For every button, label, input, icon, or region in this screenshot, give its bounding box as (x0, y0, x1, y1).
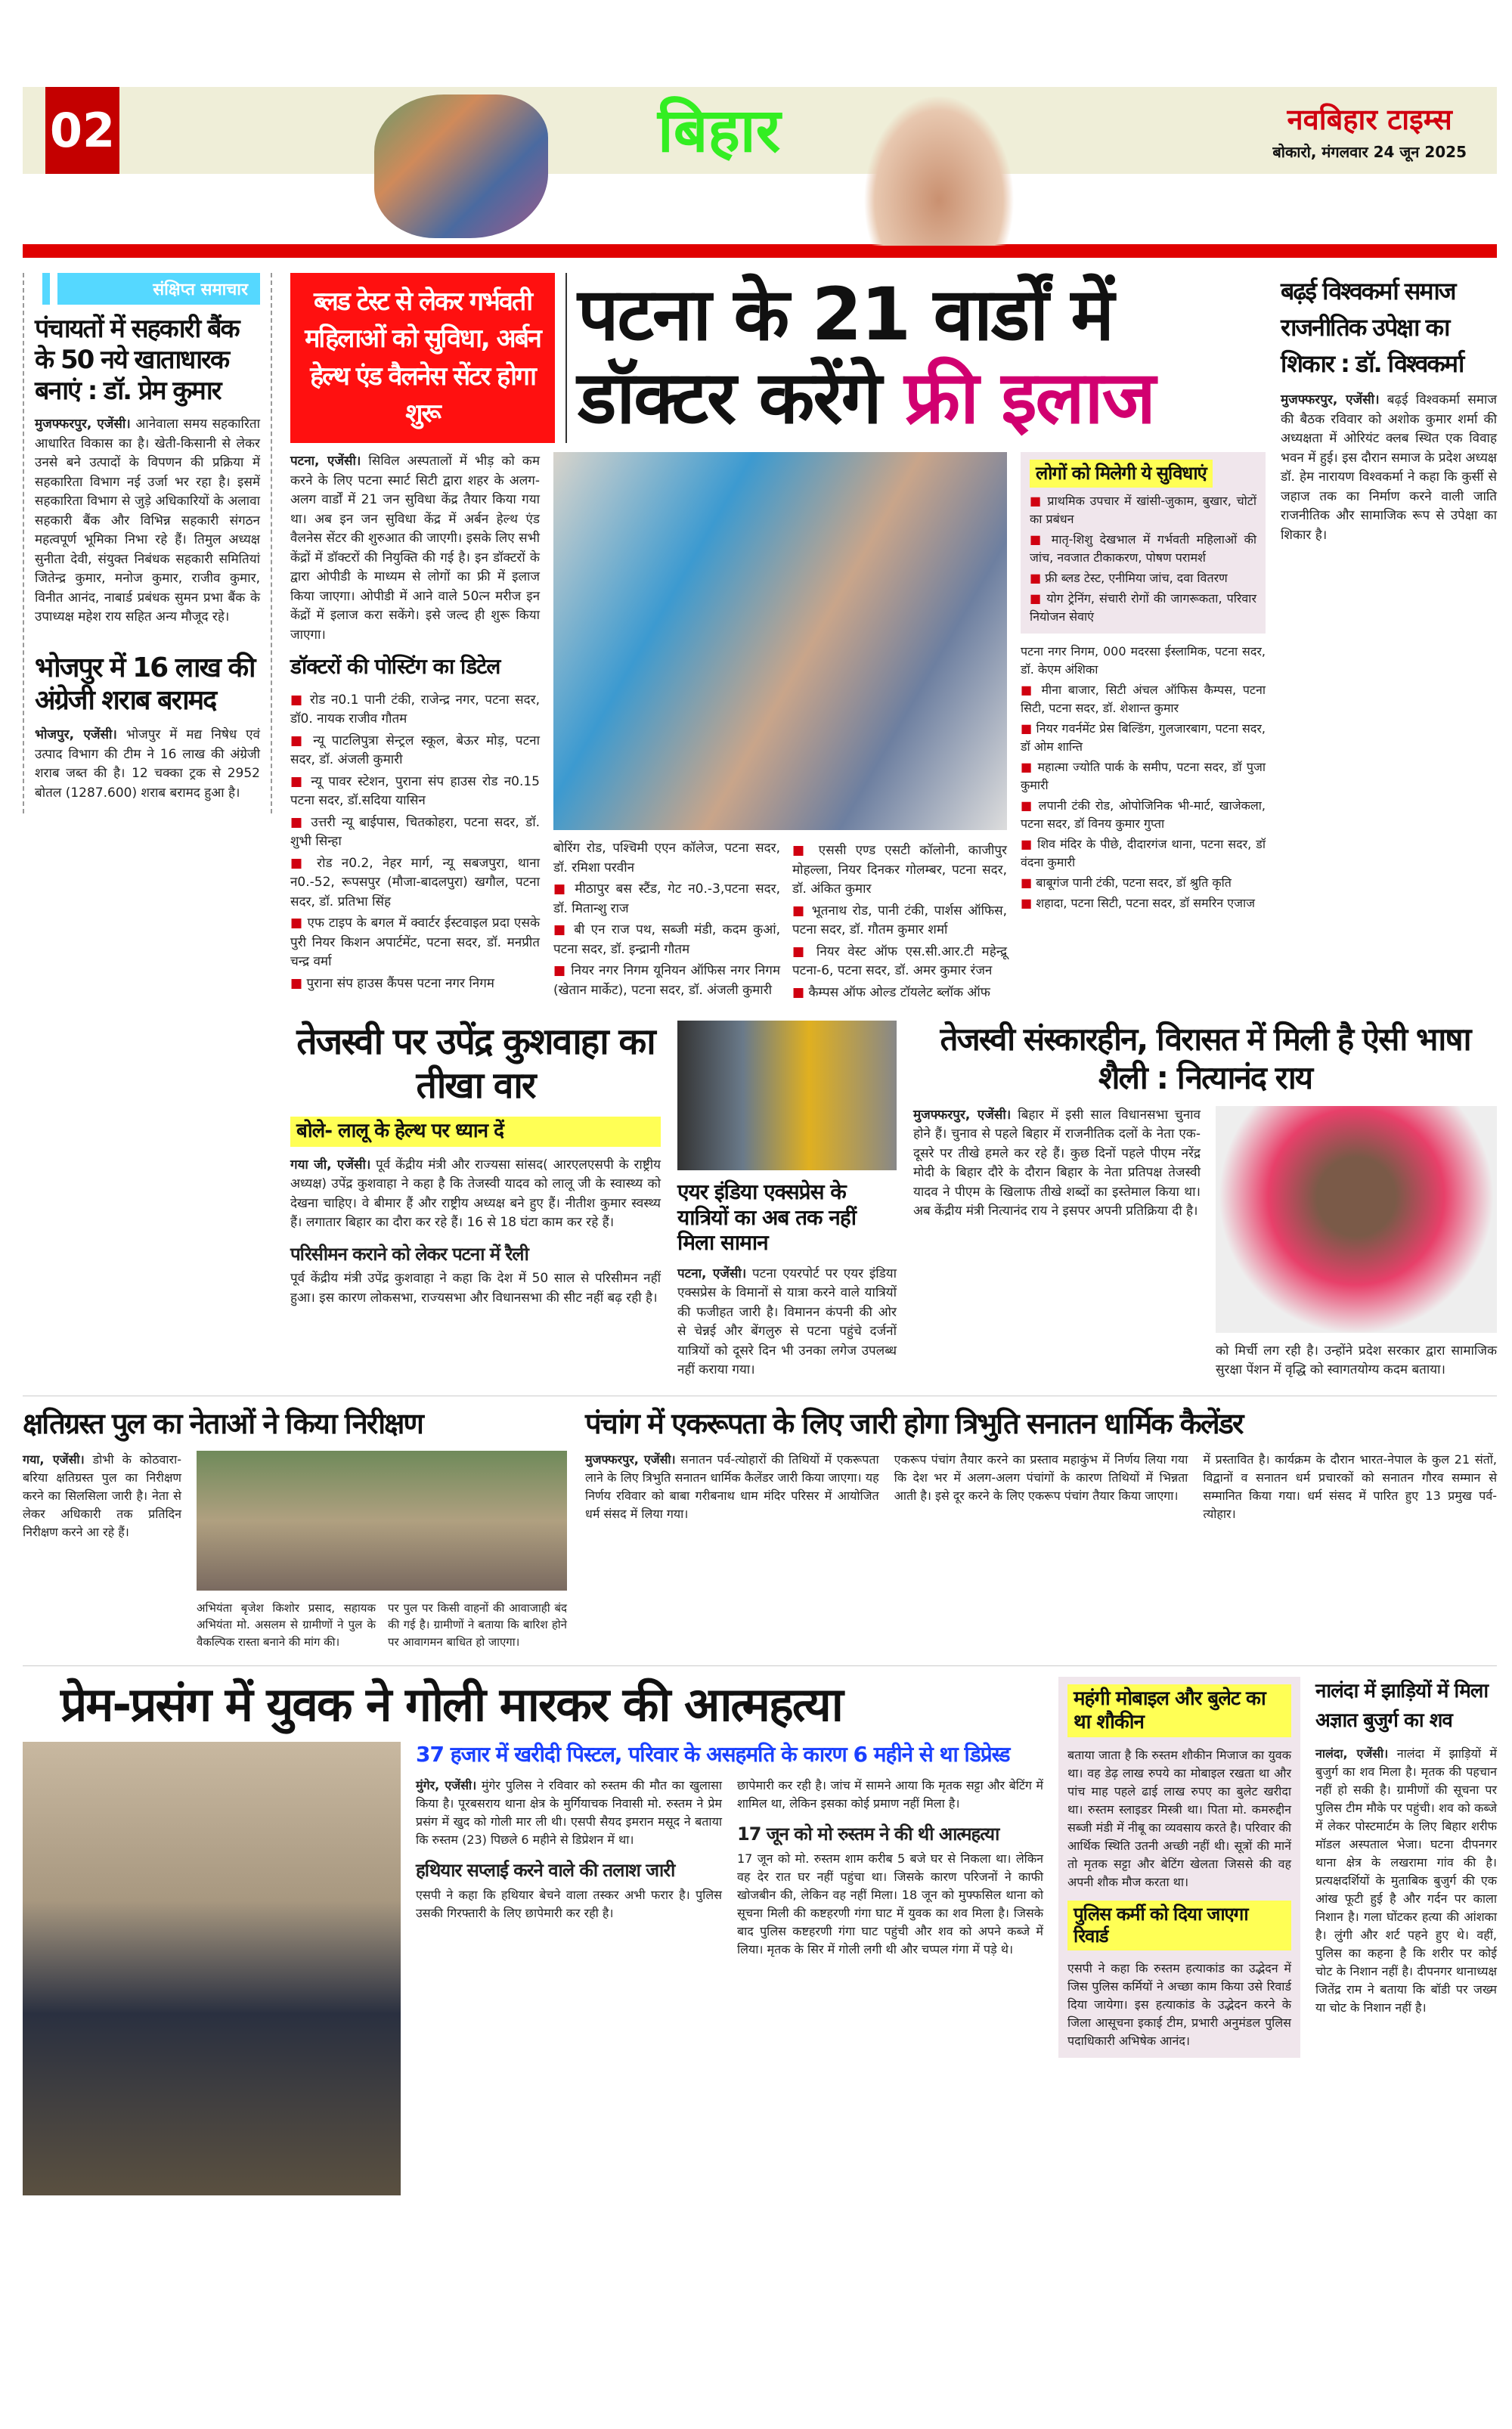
bridge-right (197, 1451, 567, 1651)
header-rule (23, 244, 1497, 258)
posting-item: ■ न्यू पावर स्टेशन, पुराना संप हाउस रोड न0.15 पटना सदर, डॉ.सदिया यासिन (290, 773, 540, 811)
posting-item: ■ पुराना संप हाउस कैंपस पटना नगर निगम (290, 974, 540, 994)
posting-item: ■ नियर वेस्ट ऑफ एस.सी.आर.टी महेन्द्रू पटना-6, पटना सदर, डॉ. अमर कुमार रंजन (792, 943, 1007, 981)
bridge-article-3: पर पुल पर किसी वाहनों की आवाजाही बंद की गई है। ग्रामीणों ने बताया कि बारिश होने पर आवागमन बाधित हो जाएगा। (388, 1600, 567, 1649)
article-dateline: गया, एजेंसी। (23, 1452, 85, 1467)
posting-item: पटना नगर निगम, 000 मदरसा ईस्लामिक, पटना सदर, डॉ. केएम अंशिका (1021, 643, 1266, 677)
reward-article: एसपी ने कहा कि रुस्तम हत्याकांड का उद्भेदन में जिस पुलिस कर्मियों ने अच्छा काम किया उसे रिवार्ड दिया जायेगा। इस हत्याकांड के उद्भेदन करने के जिला आसूचना इकाई टीम, प्रभारी अनुमंडल पुलिस पदाधिकारी अभिषेक आनंद। (1067, 1961, 1291, 2049)
posting-list-d (1021, 643, 1266, 912)
nityanand-photo (1216, 1106, 1497, 1333)
article-body: बिहार में इसी साल विधानसभा चुनाव होने हैं। चुनाव से पहले बिहार में राजनीतिक दलों के नेता एक-दूसरे पर तीखे हमले कर रहे हैं। कुछ दिनों पहले पीएम नरेंद्र मोदी के बिहार दौरे के दौरान बिहार के नेता प्रतिपक्ष तेजस्वी यादव ने पीएम के खिलाफ तीखे शब्दों का इस्तेमाल किया था। अब केंद्रीय मंत्री नित्यानंद राय ने इसपर अपनी प्रतिक्रिया दी है। (913, 1107, 1201, 1219)
nityanand-body (913, 1106, 1497, 1380)
article-body: भोजपुर में मद्य निषेध एवं उत्पाद विभाग की टीम ने 16 लाख की अंग्रेजी शराब जब्त की है। 12 चक्का ट्रक से 2952 बोतल (1287.600) शराब बरामद हुआ है। (35, 727, 260, 801)
posting-item: ■ एफ टाइप के बगल में क्वार्टर ईस्टवाइल प्रदा एसके पुरी नियर किशन अपार्टमेंट, पटना सदर, डॉ. मनप्रीत चन्द्र वर्मा (290, 914, 540, 972)
kushwaha-headline: तेजस्वी पर उपेंद्र कुशवाहा का तीखा वार (296, 1021, 655, 1107)
brief-news-column (23, 273, 272, 813)
top-zone (23, 273, 1497, 1380)
lead-kicker: ब्लड टेस्ट से लेकर गर्भवती महिलाओं को सुविधा, अर्बन हेल्थ एंड वैलनेस सेंटर होगा शुरू (290, 273, 555, 443)
lead-top (290, 273, 1266, 443)
article-body: सिविल अस्पतालों में भीड़ को कम करने के लिए पटना स्मार्ट सिटी द्वारा शहर के अलग-अलग वार्डों में 21 जन सुविधा केंद्र तैयार किया गया था। अब इन जन सुविधा केंद्र में अर्बन हेल्थ एंड वैलनेस सेंटर की शुरुआत की जाएगी। इसके लिए सभी केंद्रों में डॉक्टरों की नियुक्ति की गई है। इन डॉक्टरों के द्वारा ओपीडी के माध्यम से लोगों का फ्री में इलाज किया जाएगा। ओपीडी में आने वाले 50त्न मरीज इन केंद्रों में इलाज करा सकेंगे। इसे जल्द ही शुरू किया जाएगा। (290, 454, 540, 643)
article-body: पूर्व केंद्रीय मंत्री और राज्यसा सांसद( आरएलएसपी के राष्ट्रीय अध्यक्ष) उपेंद्र कुशवाहा ने कहा है कि तेजस्वी यादव को लालू जी के स्वास्थ्य को देखना चाहिए। वे बीमार हैं और राष्ट्रीय अध्यक्ष बने हुए हैं। नीतीश कुमार स्वस्थ्य हैं। लगातार बिहार का दौरा कर रहे हैं। 16 से 18 घंटा काम कर रहे हैं। (290, 1157, 662, 1231)
suicide-article-col2 (737, 1777, 1043, 1959)
calendar-story (585, 1407, 1497, 1523)
doctor-photo (553, 452, 1007, 830)
posting-item: ■ नियर गवर्नमेंट प्रेस बिल्डिंग, गुलजारबाग, पटना सदर, डॉ ओम शान्ति (1021, 720, 1266, 756)
brief-news-label (35, 273, 260, 305)
suicide-headline: प्रेम-प्रसंग में युवक ने गोली मारकर की आत्महत्या (60, 1677, 842, 1733)
posting-item: ■ मीठापुर बस स्टैंड, गेट न0.-3,पटना सदर, डॉ. मितान्शु राज (553, 880, 780, 919)
nityanand-story (913, 1021, 1497, 1380)
posting-item: ■ शिव मंदिर के पीछे, दीदारगंज थाना, पटना सदर, डॉ वंदना कुमारी (1021, 835, 1266, 872)
airport-photo (677, 1021, 897, 1170)
article-dateline: मुजफ्फरपुर, एजेंसी। (1281, 392, 1380, 407)
lead-col-3 (1021, 452, 1266, 912)
bridge-body (23, 1451, 567, 1651)
suicide-article (416, 1777, 722, 1922)
bridge-article-2: अभियंता बृजेश किशोर प्रसाद, सहायक अभियंता मो. असलम से ग्रामीणों ने पुल के वैकल्पिक रास्ता बनाने की मांग की। (197, 1600, 376, 1649)
posting-lists-bc (553, 839, 1007, 1002)
kushwaha-story (290, 1021, 661, 1308)
posting-item: ■ कैम्पस ऑफ ओल्ड टॉयलेट ब्लॉक ऑफ (792, 984, 1007, 1003)
nalanda-story (1315, 1677, 1497, 2017)
article-body: मुंगेर पुलिस ने रविवार को रुस्तम की मौत का खुलासा किया है। पूरबसराय थाना क्षेत्र के मुर्गियाचक निवासी मो. रुस्तम ने प्रेम प्रसंग में खुद को गोली मार ली थी। एसपी सैयद इमरान मसूद ने बताया कि रुस्तम (23) पिछले 6 महीने से डिप्रेशन में था। (416, 1778, 722, 1848)
nalanda-article (1315, 1745, 1497, 2017)
suicide-subhead-3: 17 जून को मो रुस्तम ने की थी आत्महत्या (737, 1823, 999, 1845)
paper-name: नवबिहार टाइम्स (1287, 103, 1452, 136)
lead-col-2 (553, 452, 1007, 1002)
lead-headline (578, 273, 1266, 440)
posting-item: ■ भूतनाथ रोड, पानी टंकी, पार्शस ऑफिस, पटना सदर, डॉ. गौतम कुमार शर्मा (792, 902, 1007, 940)
brief-label-text: संक्षिप्त समाचार (153, 280, 248, 299)
article-body-4: 17 जून को मो. रुस्तम शाम करीब 5 बजे घर से निकला था। लेकिन वह देर रात घर नहीं पहुंचा था। जिसके कारण परिजनों ने काफी खोजबीन की, लेकिन वह नहीं मिला। 18 जून को मुफ्फसिल थाना को सूचना मिली की कष्टहरणी गंगा घाट में युवक का शव मिला है। जिसके बाद पुलिस कष्टहरणी गंगा घाट पहुंची और शव को अपने कब्जे में लिया। मृतक के सिर में गोली लगी थी और चप्पल गंगा में पड़े थे। (737, 1851, 1044, 1957)
facility-item: ■ मातृ-शिशु देखभाल में गर्भवती महिलाओं की जांच, नवजात टीकाकरण, पोषण परामर्श (1030, 531, 1256, 567)
bridge-inspection-photo (197, 1451, 567, 1591)
nityanand-headline: तेजस्वी संस्कारहीन, विरासत में मिली है ऐसी भाषा शैली : नित्यानंद राय (940, 1021, 1470, 1096)
page-number: 02 (45, 87, 119, 174)
article-dateline: मुजफ्फरपुर, एजेंसी। (35, 417, 131, 432)
lead-headline-line2: डॉक्टर करेंगे (578, 355, 905, 441)
bridge-captions (197, 1600, 567, 1651)
suicide-text (416, 1742, 1043, 1958)
article-dateline: नालंदा, एजेंसी। (1315, 1746, 1389, 1761)
brief-article-2 (35, 726, 260, 803)
lead-body (290, 452, 1266, 1002)
bridge-headline: क्षतिग्रस्त पुल का नेताओं ने किया निरीक्षण (23, 1406, 423, 1440)
posting-item: ■ उत्तरी न्यू बाईपास, चितकोहरा, पटना सदर, डॉ. शुभी सिन्हा (290, 813, 540, 852)
lead-story (290, 273, 1266, 1002)
posting-item: ■ महात्मा ज्योति पार्क के समीप, पटना सदर, डॉ पुजा कुमारी (1021, 758, 1266, 795)
second-row (290, 1021, 1497, 1380)
article-body-2: पूर्व केंद्रीय मंत्री उपेंद्र कुशवाहा ने कहा कि देश में 50 साल से परिसीमन नहीं हुआ। इस कारण लोकसभा, राज्यसभा और विधानसभा की सीट नहीं बढ़ रही है। (290, 1271, 661, 1306)
article-dateline: भोजपुर, एजेंसी। (35, 727, 117, 743)
lead-divider (565, 273, 567, 443)
posting-item: ■ एससी एण्ड एसटी कॉलोनी, काजीपुर मोहल्ला, नियर दिनकर गोलम्बर, पटना सदर, डॉ. अंकित कुमार (792, 841, 1007, 900)
reward-subhead: पुलिस कर्मी को दिया जाएगा रिवार्ड (1067, 1901, 1291, 1950)
posting-item: ■ लपानी टंकी रोड, ओपोजिनिक भी-मार्ट, खाजेकला, पटना सदर, डॉ विनय कुमार गुप्ता (1021, 797, 1266, 833)
posting-list-c (792, 839, 1007, 1002)
brief-headline-1: पंचायतों में सहकारी बैंक के 50 नये खाताधारक बनाएं : डॉ. प्रेम कुमार (35, 314, 239, 406)
facility-item: ■ योग ट्रेनिंग, संचारी रोगों की जागरूकता, परिवार नियोजन सेवाएं (1030, 590, 1256, 626)
suicide-subhead: 37 हजार में खरीदी पिस्टल, परिवार के असहमति के कारण 6 महीने से था डिप्रेस्ड (416, 1742, 1010, 1768)
posting-item: ■ मीना बाजार, सिटी अंचल ऑफिस कैम्पस, पटना सिटी, पटना सदर, डॉ. शेशान्त कुमार (1021, 681, 1266, 717)
article-dateline: पटना, एजेंसी। (290, 454, 361, 469)
airindia-article (677, 1265, 897, 1380)
facility-item: ■ प्राथमिक उपचार में खांसी-जुकाम, बुखार, चोटों का प्रबंधन (1030, 492, 1256, 528)
posting-item: ■ बाबूगंज पानी टंकी, पटना सदर, डॉ श्रुति कृति (1021, 874, 1266, 892)
calendar-article-1 (585, 1451, 879, 1523)
article-body-3: छापेमारी कर रही है। जांच में सामने आया कि मृतक सट्टा और बेटिंग में शामिल था, लेकिन इसका कोई प्रमाण नहीं मिला है। (737, 1778, 1043, 1811)
lead-col-1 (290, 452, 540, 993)
lead-article (290, 452, 540, 645)
article-dateline: मुजफ्फरपुर, एजेंसी। (913, 1107, 1012, 1123)
police-press-photo (23, 1742, 401, 2195)
kushwaha-article (290, 1156, 661, 1309)
posting-list-a (290, 689, 540, 994)
calendar-article-3: में प्रस्तावित है। कार्यक्रम के दौरान भारत-नेपाल के कुल 21 संतों, विद्वानों व सनातन धर्म प्रचारकों को सनातन गौरव सम्मान से सम्मानित किया गया। धर्म संसद में पारित हुए 13 प्रमुख पर्व-त्योहार। (1203, 1452, 1498, 1521)
suicide-body (23, 1742, 1043, 2195)
posting-title: डॉक्टरों की पोस्टिंग का डिटेल (290, 654, 500, 680)
shaukeen-headline-text: महंगी मोबाइल और बुलेट का था शौकीन (1067, 1684, 1291, 1737)
masthead (23, 87, 1497, 174)
lead-headline-line1: पटना के 21 वार्डों में (578, 272, 1113, 357)
posting-list-b (553, 839, 780, 1000)
bridge-story (23, 1407, 567, 1650)
article-dateline: मुंगेर, एजेंसी। (416, 1778, 477, 1793)
nityanand-article (913, 1106, 1201, 1222)
article-body: नालंदा में झाड़ियों में बुजुर्ग का शव मिला है। मृतक की पहचान नहीं हो सकी है। ग्रामीणों की सूचना पर पुलिस टीम मौके पर पहुंची। शव को कब्जे में लेकर पोस्टमार्टम के लिए बिहार शरीफ मॉडल अस्पताल भेजा। घटना दीपनगर थाना क्षेत्र के लखरामा गांव की है। प्रत्यक्षदर्शियों के मुताबिक बुजुर्ग की एक आंख फूटी हुई है और गर्दन पर काला निशान है। गला घोंटकर हत्या की आंशका है। लुंगी और शर्ट पहने हुए थे। वहीं, पुलिस का कहना है कि शरीर पर कोई चोट के निशान नहीं है। दीपनगर थानाध्यक्ष जितेंद्र राम ने बताया कि बॉडी पर जख्म या चोट के निशान नहीं है। (1315, 1746, 1497, 2015)
article-body-end: तिमुल अध्यक्ष सुनीता देवी, संयुक्त निबंधक सहकारी समितियां जितेन्द्र कुमार, मनोज कुमार, राजीव कुमार, विनीत आनंद, नाबार्ड प्रबंधक सुमन प्रभा बैंक के उपाध्यक्ष महेश राय सहित अन्य मौजूद रहे। (35, 532, 260, 625)
dateline: बोकारो, मंगलवार 24 जून 2025 (1272, 143, 1467, 161)
article-body: डोभी के कोठवारा-बरिया क्षतिग्रस्त पुल का निरीक्षण करने का सिलसिला जारी है। नेता से लेकर अधिकारी तक प्रतिदिन निरीक्षण करने आ रहे हैं। (23, 1452, 181, 1539)
third-row (23, 1396, 1497, 1650)
bihar-map-collage (374, 94, 548, 238)
paper-branding (1272, 87, 1467, 174)
suicide-subhead-2: हथियार सप्लाई करने वाले की तलाश जारी (416, 1860, 675, 1882)
posting-item: ■ नियर नगर निगम यूनियन ऑफिस नगर निगम (खेतान मार्केट), पटना सदर, डॉ. अंजली कुमारी (553, 962, 780, 1000)
calendar-headline: पंचांग में एकरूपता के लिए जारी होगा त्रिभुति सनातन धार्मिक कैलेंडर (585, 1406, 1243, 1440)
section-title: बिहार (658, 95, 781, 166)
bridge-article (23, 1451, 181, 1541)
shaukeen-headline (1067, 1684, 1291, 1737)
brief-headline-2: भोजपुर में 16 लाख की अंग्रेजी शराब बरामद (35, 652, 255, 717)
statue-illustration (863, 94, 1015, 246)
suicide-story (23, 1677, 1043, 2195)
posting-item: ■ रोड न0.1 पानी टंकी, राजेन्द्र नगर, पटना सदर, डॉ0. नायक राजीव गौतम (290, 691, 540, 730)
posting-item: ■ न्यू पाटलिपुत्रा सेन्ट्रल स्कूल, बेऊर मोड़, पटना सदर, डॉ. अंजली कुमारी (290, 732, 540, 770)
article-body: आनेवाला समय सहकारिता आधारित विकास का है। खेती-किसानी से लेकर उनसे बने उत्पादों के विपणन की प्रक्रिया में सहकारिता विभाग नई उर्जा भर रहा है। इसमें सहकारिता विभाग से जुड़े अधिकारियों के अलावा सहकारी बैंक और विभिन्न सहकारी संगठन महत्वपूर्ण भूमिका निभा रहे हैं। (35, 417, 260, 548)
lead-headline-highlight: फ्री इलाज (904, 355, 1154, 441)
facility-item: ■ फ्री ब्लड टेस्ट, एनीमिया जांच, दवा वितरण (1030, 569, 1256, 587)
airindia-headline: एयर इंडिया एक्सप्रेस के यात्रियों का अब तक नहीं मिला सामान (677, 1179, 856, 1256)
kushwaha-subhead: बोले- लालू के हेल्थ पर ध्यान दें (290, 1117, 661, 1146)
facilities-box (1021, 452, 1266, 634)
calendar-article-2: एकरूप पंचांग तैयार करने का प्रस्ताव महाकुंभ में निर्णय लिया गया कि देश भर में अलग-अलग पंचांगों के कारण तिथियों में भिन्नता आती है। इसे दूर करने के लिए एकरूप पंचांग तैयार किया जाएगा। (894, 1452, 1188, 1503)
suicide-columns (416, 1777, 1043, 1959)
main-area (290, 273, 1497, 1380)
article-body-2: एसपी ने कहा कि हथियार बेचने वाला तस्कर अभी फरार है। पुलिस उसकी गिरफ्तारी के लिए छापेमारी कर रही है। (416, 1887, 722, 1920)
shaukeen-article: बताया जाता है कि रुस्तम शौकीन मिजाज का युवक था। वह डेढ़ लाख रुपये का मोबाइल रखता था और पांच माह पहले ढाई लाख रुपए का बुलेट खरीदा था। रुस्तम स्लाइडर मिस्त्री था। पिता मो. कमरुद्दीन सब्जी मंडी में नीबू का व्यवसाय करते है। परिवार की आर्थिक स्थिति उतनी अच्छी नहीं थी। सूत्रों की मानें तो मृतक सट्टा और बेटिंग खेलता जिससे की वह अपनी शौक मौज करता था। (1067, 1748, 1291, 1890)
article-dateline: पटना, एजेंसी। (677, 1266, 747, 1281)
facilities-title: लोगों को मिलेगी ये सुविधाएं (1030, 460, 1213, 488)
posting-item: बोरिंग रोड, पश्चिमी एएन कॉलेज, पटना सदर, डॉ. रमिशा परवीन (553, 841, 780, 875)
fourth-row (23, 1665, 1497, 2195)
nityanand-article-2: को मिर्ची लग रही है। उन्होंने प्रदेश सरकार द्वारा सामाजिक सुरक्षा पेंशन में वृद्धि को स्वागतयोग्य कदम बताया। (1216, 1343, 1497, 1378)
posting-item: ■ बी एन राज पथ, सब्जी मंडी, कदम कुआं, पटना सदर, डॉ. इन्द्रानी गौतम (553, 921, 780, 959)
vishwakarma-article (1281, 391, 1497, 545)
posting-item: ■ रोड न0.2, नेहर मार्ग, न्यू सबजपुरा, थाना न0.-52, रूपसपुर (मौजा-बादलपुरा) खगौल, पटना सदर, डॉ. प्रतिभा सिंह (290, 854, 540, 912)
airindia-story (677, 1021, 897, 1380)
vishwakarma-headline: बढ़ई विश्वकर्मा समाज राजनीतिक उपेक्षा का शिकार : डॉ. विश्वकर्मा (1281, 277, 1464, 378)
posting-item: ■ शहादा, पटना सिटी, पटना सदर, डॉ समरिन एजाज (1021, 894, 1266, 912)
brief-article-1 (35, 415, 260, 627)
facilities-list (1030, 492, 1256, 626)
calendar-body (585, 1451, 1497, 1523)
lead-and-vishwakarma (290, 273, 1497, 1002)
article-dateline: गया जी, एजेंसी। (290, 1157, 371, 1173)
nalanda-headline: नालंदा में झाड़ियों में मिला अज्ञात बुजुर्ग का शव (1315, 1680, 1489, 1733)
article-dateline: मुजफ्फरपुर, एजेंसी। (585, 1452, 676, 1467)
article-body: बढ़ई विश्वकर्मा समाज की बैठक रविवार को अशोक कुमार शर्मा की अध्यक्षता में ओरियंट क्लब स्थित एक विवाह भवन में हुई। इस दौरान समाज के प्रदेश अध्यक्ष डॉ. हेम नारायण विश्वकर्मा ने कहा कि कुर्सी से जहाज तक का निर्माण करने वाली जाति राजनीतिक और सामाजिक रूप से उपेक्षा का शिकार है। (1281, 392, 1497, 543)
kushwaha-subhead-2: परिसीमन कराने को लेकर पटना में रैली (290, 1243, 528, 1265)
nityanand-right (1216, 1106, 1497, 1380)
shaukeen-box (1058, 1677, 1300, 2058)
article-body: सनातन पर्व-त्योहारों की तिथियों में एकरूपता लाने के लिए त्रिभुति सनातन धार्मिक कैलेंडर जारी किया जाएगा। यह निर्णय रविवार को बाबा गरीबनाथ धाम मंदिर परिसर में आयोजित धर्म संसद में लिया गया। (585, 1452, 879, 1521)
airindia-body: पटना एयरपोर्ट पर एयर इंडिया एक्सप्रेस के विमानों से यात्रा करने वाले यात्रियों की फजीहत जारी है। विमानन कंपनी की ओर से चेन्नई और बेंगलुरु से पटना पहुंचे दर्जनों यात्रियों को दूसरे दिन भी उनका लगेज उपलब्ध नहीं कराया गया। (677, 1266, 897, 1378)
vishwakarma-column (1281, 273, 1497, 545)
